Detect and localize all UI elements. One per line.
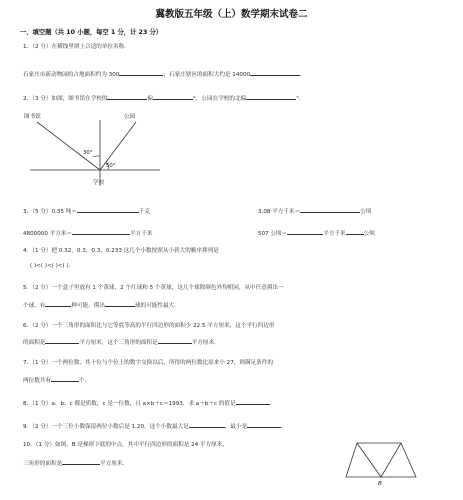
q3-blank-3[interactable]	[72, 228, 130, 235]
question-4-stem: 4．（1 分）把 0.32，0.3，0.3，0.233 这几个小数按照从小到大的顺序排列是	[23, 248, 219, 254]
q6-text-3: 平方厘米．	[191, 340, 220, 346]
direction-figure	[20, 108, 170, 193]
trapezoid-inner-line-right	[381, 443, 401, 477]
q5-text-1: 个球，有	[23, 303, 46, 309]
q2-text-2: 偏	[147, 96, 154, 102]
q1-text-2: ；石家庄辖区的面积大约是 14000	[163, 72, 251, 78]
q3-blank-1[interactable]	[77, 206, 139, 213]
q2-text-1: 2．（3 分）如图，图书馆在学校的	[23, 96, 108, 102]
q8-text-1: 8．（1 分）a、b、c 都是质数，c 是一位数，且 a×b＋c＝1993，求 a＋b＋c 的值是	[23, 401, 236, 407]
question-7-line-1: 7．（1 分）一个两位数，其十位与个位上的数字交换以后，所得的两位数比原来小 27，则满足条件的	[23, 360, 273, 366]
q3-blank-2[interactable]	[300, 206, 360, 213]
q10-text-1: 三角形的面积是	[23, 461, 63, 467]
question-7-line-2	[23, 375, 90, 385]
trapezoid-figure	[343, 440, 421, 488]
q7-text-2: 个．	[78, 378, 91, 384]
q10-text-2: 平方厘米．	[100, 461, 129, 467]
q2-text-3: °，公园在学校的北偏	[193, 96, 247, 102]
q3-text-8: 平方千米	[323, 231, 346, 237]
q3-blank-4[interactable]	[287, 228, 323, 235]
section-heading: 一、填空题（共 10 小题，每空 1 分，计 23 分）	[20, 29, 163, 36]
angle-30-label: 30°	[83, 150, 93, 156]
q9-text-1: 9．（2 分）一个三位小数保留两位小数后是 1.20，这个小数最大是	[23, 424, 189, 430]
q3-text-3: 3.08 平方千米＝	[258, 209, 301, 215]
question-5-line-2	[23, 300, 180, 310]
question-4-order[interactable]: ( )<( )<( )<( )．	[30, 263, 75, 269]
q6-text-1: 的面积是	[23, 340, 46, 346]
q2-text-4: °．	[296, 96, 305, 102]
question-6-line-1: 6．（2 分）一个三角形的面积比与它等底等高的平行四边形的面积少 22.5 平方厘米，这个平行四边形	[23, 323, 275, 329]
question-8	[23, 398, 275, 408]
q3-text-2: 千克	[138, 209, 151, 215]
q2-blank-1[interactable]	[107, 93, 147, 100]
library-ray	[37, 122, 100, 170]
q6-text-2: 平方厘米，这个三角形的面积是	[79, 340, 158, 346]
q5-blank-1[interactable]	[45, 300, 71, 307]
q3-text-7: 507 公顷＝	[258, 231, 288, 237]
q1-blank-1[interactable]	[119, 69, 163, 76]
q10-blank-1[interactable]	[62, 458, 100, 465]
question-1-body	[23, 69, 306, 79]
q3-text-6: 平方千米	[130, 231, 153, 237]
question-1-stem: 1．（2 分）在横线里填上合适的单位名称．	[23, 44, 130, 50]
question-3-line-2b	[258, 228, 375, 238]
q6-blank-2[interactable]	[158, 337, 192, 344]
q9-blank-1[interactable]	[189, 421, 225, 428]
q6-blank-1[interactable]	[45, 337, 79, 344]
q9-blank-2[interactable]	[247, 421, 281, 428]
exam-title: 冀教版五年级（上）数学期末试卷二	[155, 9, 308, 20]
q8-blank-1[interactable]	[236, 398, 270, 405]
q5-blank-2[interactable]	[105, 300, 135, 307]
park-label: 公园	[124, 114, 136, 120]
q5-text-3: 球的可能性最大．	[134, 303, 180, 309]
angle-arc-30	[93, 156, 100, 157]
q2-blank-2[interactable]	[153, 93, 193, 100]
q1-text-1: 石家庄市新动物园的占地面积约为 300	[23, 72, 120, 78]
angle-50-label: 50°	[106, 163, 116, 169]
q3-text-9: 公顷	[363, 231, 375, 237]
q9-text-3: ．	[281, 424, 287, 430]
q5-text-2: 种可能，摸出	[71, 303, 105, 309]
question-9	[23, 421, 287, 431]
question-5-line-1: 5．（2 分）一个盒子里放有 1 个黄球，2 个红球和 5 个黄球，这几个球除颜色外均相同，从中任意摸出一	[23, 285, 284, 291]
trapezoid-outline	[346, 443, 416, 477]
q3-blank-5[interactable]	[346, 228, 364, 235]
q2-blank-3[interactable]	[246, 93, 296, 100]
q1-text-3: ．	[300, 72, 306, 78]
question-2	[23, 93, 305, 103]
trapezoid-inner-line-left	[357, 443, 381, 477]
question-3-line-1	[23, 206, 150, 216]
question-6-line-2	[23, 337, 220, 347]
question-3-line-2	[23, 228, 152, 238]
school-label: 学校	[93, 180, 105, 186]
q8-text-2: ．	[269, 401, 276, 407]
q3-text-5: 4800000 平方米＝	[23, 231, 73, 237]
q3-text-4: 公顷	[360, 209, 372, 215]
point-b-label: B	[378, 481, 382, 487]
q9-text-2: ，最小是	[224, 424, 248, 430]
question-10-line-2	[23, 458, 128, 468]
q1-blank-2[interactable]	[250, 69, 300, 76]
question-3-line-1b	[258, 206, 371, 216]
q7-blank-1[interactable]	[51, 375, 79, 382]
q3-text-1: 3．（5 分）0.35 吨＝	[23, 209, 77, 215]
q7-text-1: 两位数共有	[23, 378, 51, 384]
library-label: 图书馆	[24, 114, 41, 120]
question-10-line-1: 10．（1 分）如图，B 是梯形下底的中点，其中平行四边形的面积是 24 平方厘米，	[23, 442, 228, 448]
